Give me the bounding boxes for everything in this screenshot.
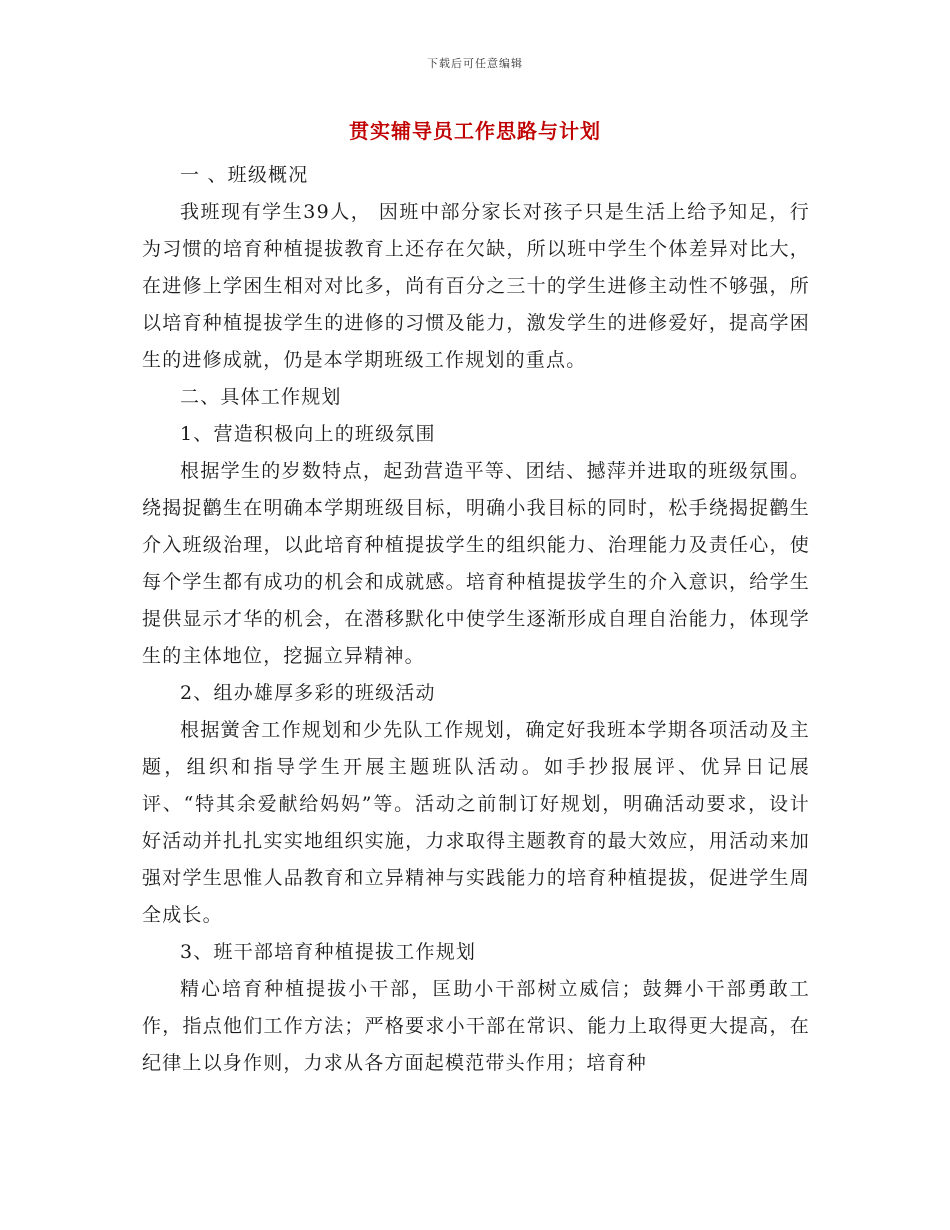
subheading-class-atmosphere: 1、营造积极向上的班级氛围 [180, 423, 436, 445]
section-heading-class-overview: 一 、班级概况 [180, 164, 309, 186]
document-title: 贯实辅导员工作思路与计划 [349, 119, 601, 143]
paragraph-class-cadres: 精心培育种植提拔小干部，匡助小干部树立威信；鼓舞小干部勇敢工作，指点他们工作方法；严格要求小干部在常识、能力上取得更大提高，在纪律上以身作则，力求从各方面起模范带头作用；培育种 [142, 978, 810, 1074]
document-body [142, 157, 810, 1082]
paragraph-class-activities: 根据黉舍工作规划和少先队工作规划，确定好我班本学期各项活动及主题，组织和指导学生开展主题班队活动。如手抄报展评、优异日记展评、“特其余爱献给妈妈”等。活动之前制订好规划，明确活动要求，设计好活动并扎扎实实地组织实施，力求取得主题教育的最大效应，用活动来加强对学生思惟人品教育和立异精神与实践能力的培育种植提拔，促进学生周全成长。 [142, 719, 810, 926]
subheading-class-cadres: 3、班干部培育种植提拔工作规划 [180, 941, 477, 963]
header-note: 下载后可任意编辑 [427, 57, 523, 70]
paragraph-class-overview: 我班现有学生39人， 因班中部分家长对孩子只是生活上给予知足，行为习惯的培育种植提拔教育上还存在欠缺，所以班中学生个体差异对比大，在进修上学困生相对对比多，尚有百分之三十的学生进修主动性不够强，所以培育种植提拔学生的进修的习惯及能力，激发学生的进修爱好，提高学困生的进修成就，仍是本学期班级工作规划的重点。 [142, 201, 810, 371]
paragraph-class-atmosphere: 根据学生的岁数特点，起劲营造平等、团结、撼萍并进取的班级氛围。绕揭捉鹳生在明确本学期班级目标，明确小我目标的同时，松手绕揭捉鹳生介入班级治理，以此培育种植提拔学生的组织能力、治理能力及责任心，使每个学生都有成功的机会和成就感。培育种植提拔学生的介入意识，给学生提供显示才华的机会，在潜移默化中使学生逐渐形成自理自治能力，体现学生的主体地位，挖掘立异精神。 [142, 460, 810, 667]
section-heading-work-plan: 二、具体工作规划 [180, 386, 342, 408]
subheading-class-activities: 2、组办雄厚多彩的班级活动 [180, 682, 436, 704]
